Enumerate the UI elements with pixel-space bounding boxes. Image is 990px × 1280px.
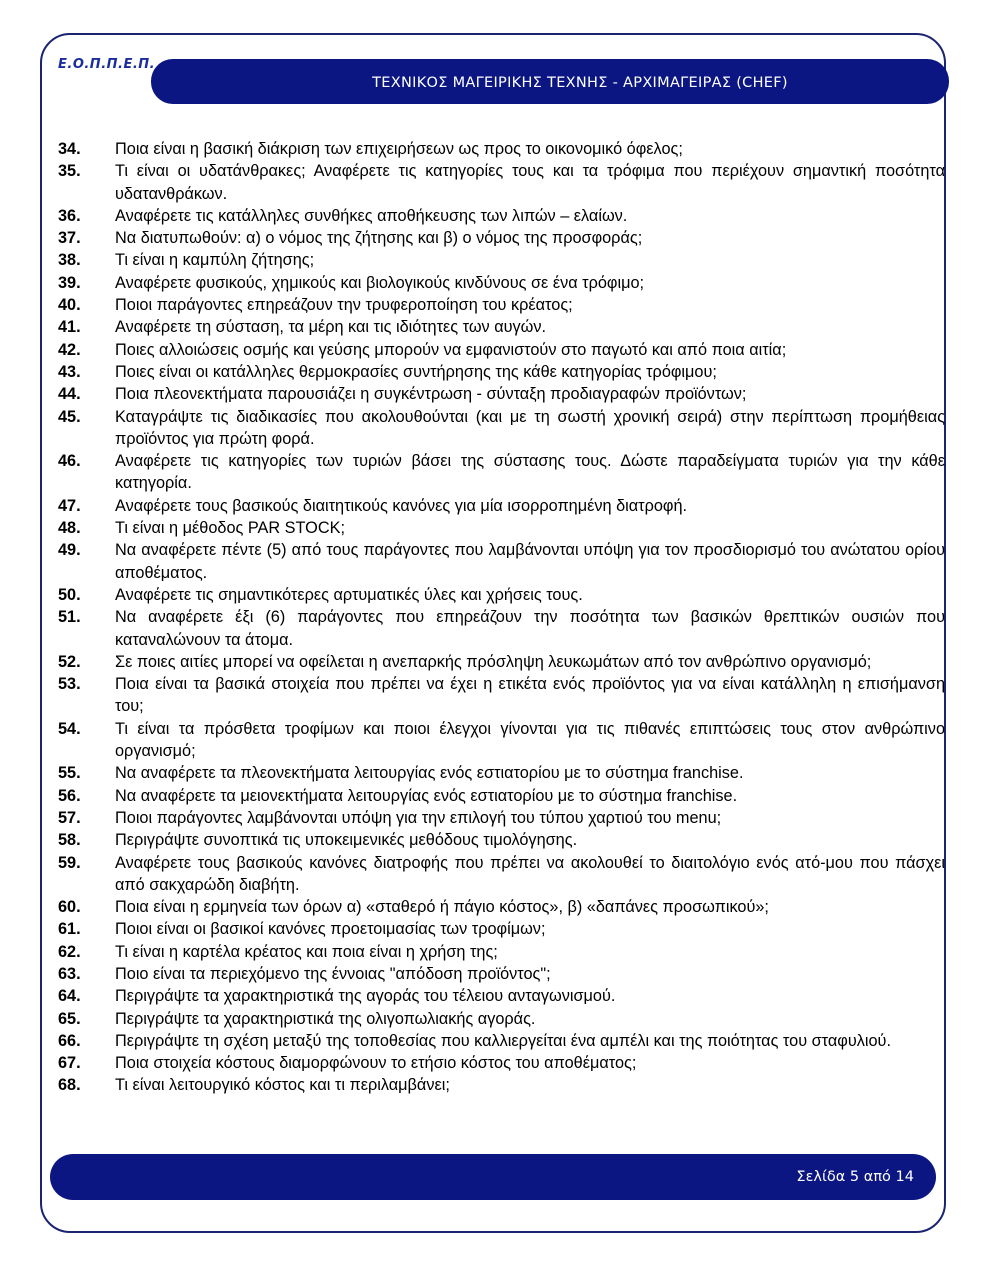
question-item <box>58 807 945 829</box>
question-item <box>58 963 945 985</box>
question-number: 53. <box>58 675 81 694</box>
question-item <box>58 852 945 897</box>
question-number: 44. <box>58 385 81 404</box>
question-text: Ποια είναι η ερμηνεία των όρων α) «σταθερό ή πάγιο κόστος», β) «δαπάνες προσωπικού»; <box>115 898 769 917</box>
question-text: Ποιοι παράγοντες λαμβάνονται υπόψη για την επιλογή του τύπου χαρτιού του menu; <box>115 808 722 827</box>
question-text: Ποια στοιχεία κόστους διαμορφώνουν το ετήσιο κόστος του αποθέματος; <box>115 1054 637 1073</box>
question-item <box>58 249 945 271</box>
question-text: Περιγράψτε τα χαρακτηριστικά της ολιγοπωλιακής αγοράς. <box>115 1009 536 1028</box>
question-item <box>58 896 945 918</box>
question-number: 66. <box>58 1031 81 1050</box>
header-bar <box>151 59 949 104</box>
question-item <box>58 651 945 673</box>
question-text: Ποιο είναι τα περιεχόμενο της έννοιας "απόδοση προϊόντος"; <box>115 964 551 983</box>
question-item <box>58 1030 945 1052</box>
question-item <box>58 1008 945 1030</box>
question-text: Περιγράψτε συνοπτικά τις υποκειμενικές μεθόδους τιμολόγησης. <box>115 831 578 850</box>
question-item <box>58 718 945 763</box>
page-number: Σελίδα 5 από 14 <box>796 1169 914 1185</box>
question-item <box>58 316 945 338</box>
question-text: Να αναφέρετε τα μειονεκτήματα λειτουργίας ενός εστιατορίου με το σύστημα franchise. <box>115 786 738 805</box>
question-item <box>58 361 945 383</box>
question-item <box>58 1052 945 1074</box>
question-text: Ποιοι παράγοντες επηρεάζουν την τρυφεροποίηση του κρέατος; <box>115 296 573 315</box>
question-text: Να αναφέρετε τα πλεονεκτήματα λειτουργίας ενός εστιατορίου με το σύστημα franchise. <box>115 764 744 783</box>
question-text: Ποια είναι τα βασικά στοιχεία που πρέπει να έχει η ετικέτα ενός προϊόντος για να είναι κατάλληλη η επισήμανση του; <box>115 675 945 716</box>
question-number: 50. <box>58 585 81 604</box>
question-text: Ποιες αλλοιώσεις οσμής και γεύσης μπορούν να εμφανιστούν στο παγωτό και από ποια αιτία; <box>115 340 787 359</box>
question-text: Να αναφέρετε πέντε (5) από τους παράγοντες που λαμβάνονται υπόψη για τον προσδιορισμό του ανώτατου ορίου αποθέματος. <box>115 541 945 582</box>
question-item <box>58 495 945 517</box>
question-number: 55. <box>58 764 81 783</box>
question-text: Ποιοι είναι οι βασικοί κανόνες προετοιμασίας των τροφίμων; <box>115 920 546 939</box>
question-text: Αναφέρετε τους βασικούς κανόνες διατροφής που πρέπει να ακολουθεί το διαιτολόγιο ενός ατό-μου που πάσχει από σακχαρώδη διαβήτη. <box>115 853 945 894</box>
question-number: 39. <box>58 273 81 292</box>
question-item <box>58 539 945 584</box>
question-text: Τι είναι η καμπύλη ζήτησης; <box>115 251 315 270</box>
question-item <box>58 138 945 160</box>
question-number: 47. <box>58 496 81 515</box>
question-text: Αναφέρετε φυσικούς, χημικούς και βιολογικούς κινδύνους σε ένα τρόφιμο; <box>115 273 645 292</box>
question-number: 62. <box>58 942 81 961</box>
question-number: 64. <box>58 987 81 1006</box>
question-text: Περιγράψτε τη σχέση μεταξύ της τοποθεσίας που καλλιεργείται ένα αμπέλι και της ποιότητας του σταφυλιού. <box>115 1031 891 1050</box>
organization-logo-text: Ε.Ο.Π.Π.Ε.Π. <box>58 57 156 72</box>
question-item <box>58 517 945 539</box>
question-text: Περιγράψτε τα χαρακτηριστικά της αγοράς του τέλειου ανταγωνισμού. <box>115 987 616 1006</box>
question-item <box>58 985 945 1007</box>
question-text: Να διατυπωθούν: α) ο νόμος της ζήτησης και β) ο νόμος της προσφοράς; <box>115 229 643 248</box>
question-number: 60. <box>58 898 81 917</box>
question-text: Τι είναι λειτουργικό κόστος και τι περιλαμβάνει; <box>115 1076 450 1095</box>
question-number: 63. <box>58 964 81 983</box>
question-number: 34. <box>58 140 81 158</box>
question-text: Τι είναι οι υδατάνθρακες; Αναφέρετε τις κατηγορίες τους και τα τρόφιμα που περιέχουν σημαντική ποσότητα υδατανθράκων. <box>115 162 945 203</box>
question-number: 68. <box>58 1076 81 1095</box>
question-item <box>58 918 945 940</box>
question-text: Αναφέρετε τις κατηγορίες των τυριών βάσει της σύστασης τους. Δώστε παραδείγματα τυριών για την κάθε κατηγορία. <box>115 452 945 493</box>
question-number: 46. <box>58 452 81 471</box>
question-item <box>58 829 945 851</box>
question-number: 36. <box>58 206 81 225</box>
question-number: 51. <box>58 608 81 627</box>
question-text: Αναφέρετε τις σημαντικότερες αρτυματικές ύλες και χρήσεις τους. <box>115 585 583 604</box>
question-item <box>58 383 945 405</box>
question-number: 59. <box>58 853 81 872</box>
question-item <box>58 339 945 361</box>
question-number: 56. <box>58 786 81 805</box>
question-item <box>58 762 945 784</box>
question-text: Αναφέρετε τη σύσταση, τα μέρη και τις ιδιότητες των αυγών. <box>115 318 547 337</box>
question-number: 65. <box>58 1009 81 1028</box>
question-item <box>58 227 945 249</box>
question-text: Τι είναι η μέθοδος PAR STOCK; <box>115 519 345 538</box>
question-number: 49. <box>58 541 81 560</box>
question-number: 57. <box>58 808 81 827</box>
question-number: 41. <box>58 318 81 337</box>
question-item <box>58 941 945 963</box>
question-text: Να αναφέρετε έξι (6) παράγοντες που επηρεάζουν την ποσότητα των βασικών θρεπτικών ουσιών που καταναλώνουν τα άτομα. <box>115 608 945 649</box>
question-item <box>58 294 945 316</box>
question-item <box>58 785 945 807</box>
question-item <box>58 406 945 451</box>
question-item <box>58 673 945 718</box>
question-number: 43. <box>58 362 81 381</box>
question-text: Ποιες είναι οι κατάλληλες θερμοκρασίες συντήρησης της κάθε κατηγορίας τρόφιμου; <box>115 362 717 381</box>
question-list <box>58 138 945 1097</box>
question-number: 37. <box>58 229 81 248</box>
question-item <box>58 606 945 651</box>
question-number: 54. <box>58 719 81 738</box>
question-number: 48. <box>58 519 81 538</box>
question-number: 40. <box>58 296 81 315</box>
question-text: Ποια πλεονεκτήματα παρουσιάζει η συγκέντρωση - σύνταξη προδιαγραφών προϊόντων; <box>115 385 747 404</box>
question-number: 58. <box>58 831 81 850</box>
question-item <box>58 1074 945 1096</box>
question-number: 67. <box>58 1054 81 1073</box>
question-number: 52. <box>58 652 81 671</box>
question-item <box>58 160 945 205</box>
question-number: 45. <box>58 407 81 426</box>
question-item <box>58 584 945 606</box>
question-item <box>58 272 945 294</box>
question-text: Ποια είναι η βασική διάκριση των επιχειρήσεων ως προς το οικονομικό όφελος; <box>115 140 683 158</box>
question-text: Αναφέρετε τις κατάλληλες συνθήκες αποθήκευσης των λιπών – ελαίων. <box>115 206 628 225</box>
question-text: Αναφέρετε τους βασικούς διαιτητικούς κανόνες για μία ισορροπημένη διατροφή. <box>115 496 688 515</box>
question-text: Τι είναι η καρτέλα κρέατος και ποια είναι η χρήση της; <box>115 942 498 961</box>
question-number: 42. <box>58 340 81 359</box>
question-number: 38. <box>58 251 81 270</box>
footer-bar <box>50 1154 936 1200</box>
question-text: Τι είναι τα πρόσθετα τροφίμων και ποιοι έλεγχοι γίνονται για τις πιθανές επιπτώσεις τους στον ανθρώπινο οργανισμό; <box>115 719 945 761</box>
question-item <box>58 450 945 495</box>
question-number: 35. <box>58 162 81 181</box>
question-text: Καταγράψτε τις διαδικασίες που ακολουθούνται (και με τη σωστή χρονική σειρά) στην περίπτωση προμήθειας προϊόντος για πρώτη φορά. <box>115 407 945 448</box>
question-number: 61. <box>58 920 81 939</box>
document-title: ΤΕΧΝΙΚΟΣ ΜΑΓΕΙΡΙΚΗΣ ΤΕΧΝΗΣ - ΑΡΧΙΜΑΓΕΙΡΑΣ (CHEF) <box>372 75 788 91</box>
question-text: Σε ποιες αιτίες μπορεί να οφείλεται η ανεπαρκής πρόσληψη λευκωμάτων από τον ανθρώπινο οργανισμό; <box>115 652 872 671</box>
question-item <box>58 205 945 227</box>
